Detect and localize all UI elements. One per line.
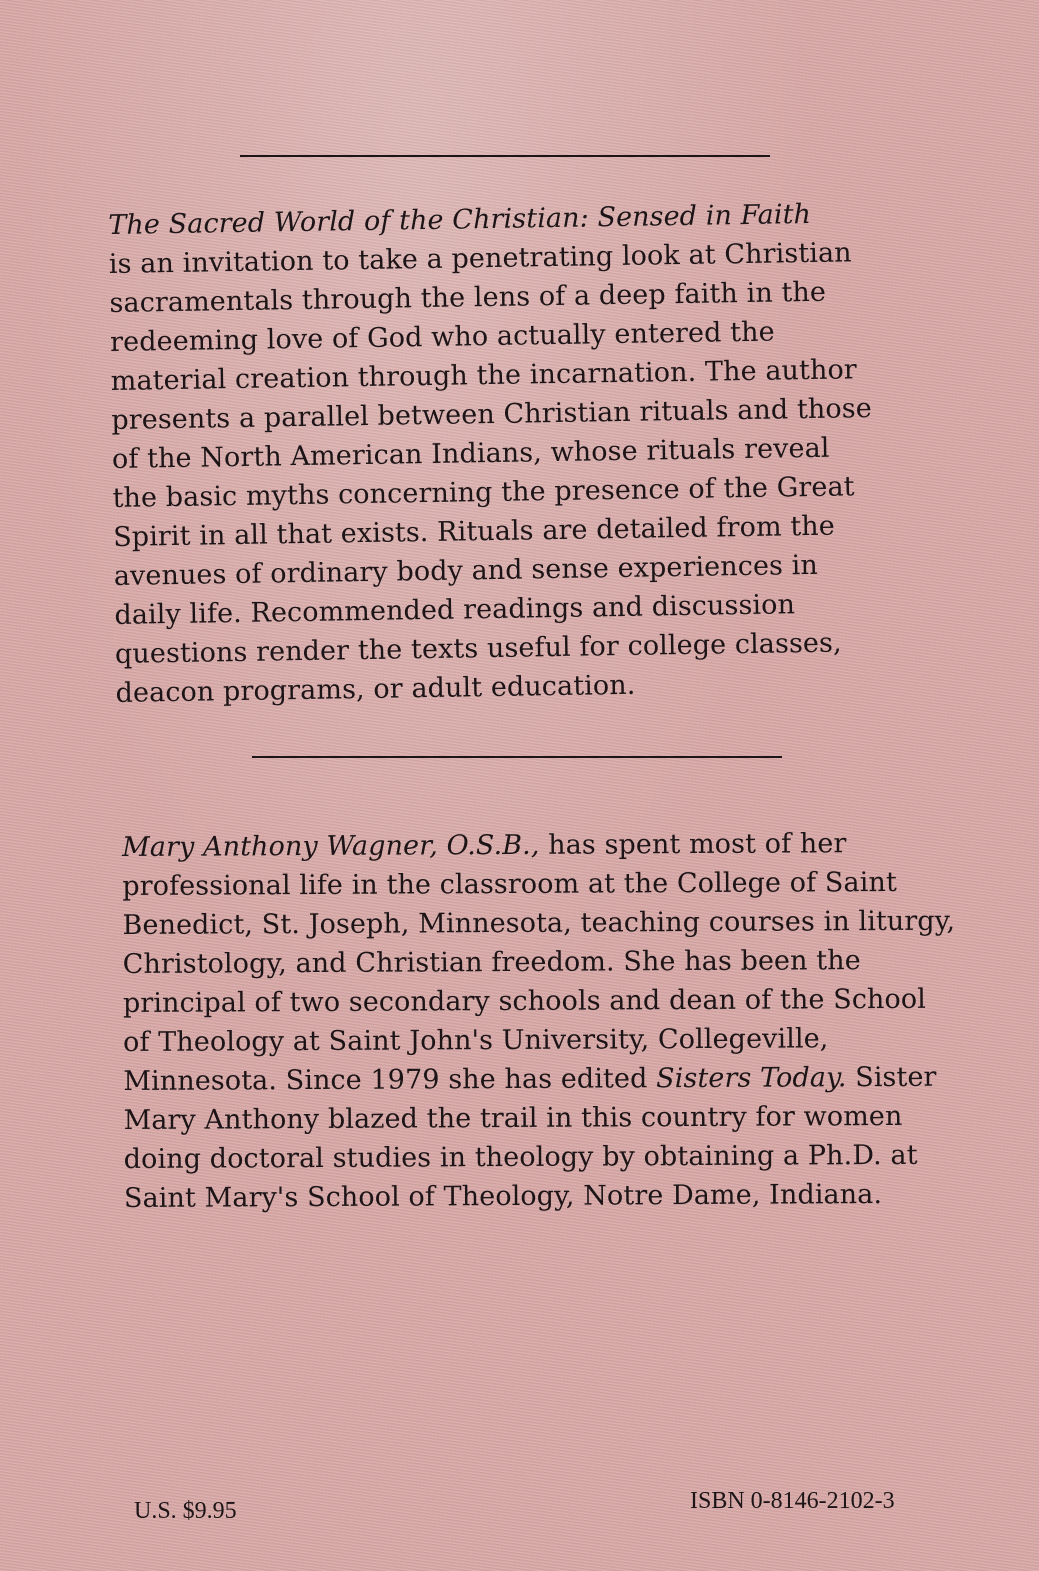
book-description bbox=[108, 193, 916, 713]
author-bio-text: Sister bbox=[846, 1061, 937, 1094]
description-line: material creation through the incarnation. The author bbox=[110, 354, 858, 397]
author-bio-line: professional life in the classroom at the College of Saint bbox=[122, 866, 897, 902]
description-line: presents a parallel between Christian rituals and those bbox=[111, 393, 873, 436]
author-bio-line: doing doctoral studies in theology by obtaining a Ph.D. at bbox=[123, 1139, 918, 1175]
author-bio-line: Benedict, St. Joseph, Minnesota, teaching courses in liturgy, bbox=[122, 905, 956, 941]
author-bio-line bbox=[123, 1058, 937, 1101]
divider-middle bbox=[252, 756, 782, 758]
description-line: Spirit in all that exists. Rituals are detailed from the bbox=[112, 510, 836, 553]
description-line: is an invitation to take a penetrating look at Christian bbox=[108, 237, 852, 280]
author-name: Mary Anthony Wagner, O.S.B., bbox=[122, 829, 540, 863]
book-title: The Sacred World of the Christian: Sensed in Faith bbox=[108, 198, 812, 241]
description-line: of the North American Indians, whose rituals reveal bbox=[111, 432, 830, 475]
author-bio-line: of Theology at Saint John's University, Collegeville, bbox=[123, 1023, 829, 1058]
publication-title: Sisters Today. bbox=[656, 1062, 847, 1095]
description-line: sacramentals through the lens of a deep faith in the bbox=[109, 276, 827, 319]
divider-top bbox=[240, 155, 770, 157]
author-bio-line: principal of two secondary schools and dean of the School bbox=[122, 983, 927, 1019]
author-bio bbox=[122, 824, 956, 1218]
author-bio-line: Christology, and Christian freedom. She has been the bbox=[122, 945, 861, 980]
description-line: daily life. Recommended readings and discussion bbox=[114, 589, 796, 631]
description-line: redeeming love of God who actually entered the bbox=[109, 316, 775, 358]
author-bio-text: has spent most of her bbox=[539, 828, 847, 861]
author-bio-line: Saint Mary's School of Theology, Notre Dame, Indiana. bbox=[123, 1179, 883, 1214]
description-line: the basic myths concerning the presence of the Great bbox=[112, 471, 855, 514]
description-line: deacon programs, or adult education. bbox=[115, 669, 636, 709]
author-bio-text: Minnesota. Since 1979 she has edited bbox=[123, 1063, 657, 1097]
description-line: questions render the texts useful for college classes, bbox=[114, 627, 842, 670]
author-bio-line bbox=[122, 824, 932, 867]
price-label: U.S. $9.95 bbox=[134, 1498, 237, 1524]
description-line: avenues of ordinary body and sense experiences in bbox=[113, 549, 819, 592]
author-bio-line: Mary Anthony blazed the trail in this country for women bbox=[123, 1100, 903, 1136]
isbn-label: ISBN 0-8146-2102-3 bbox=[690, 1488, 895, 1514]
